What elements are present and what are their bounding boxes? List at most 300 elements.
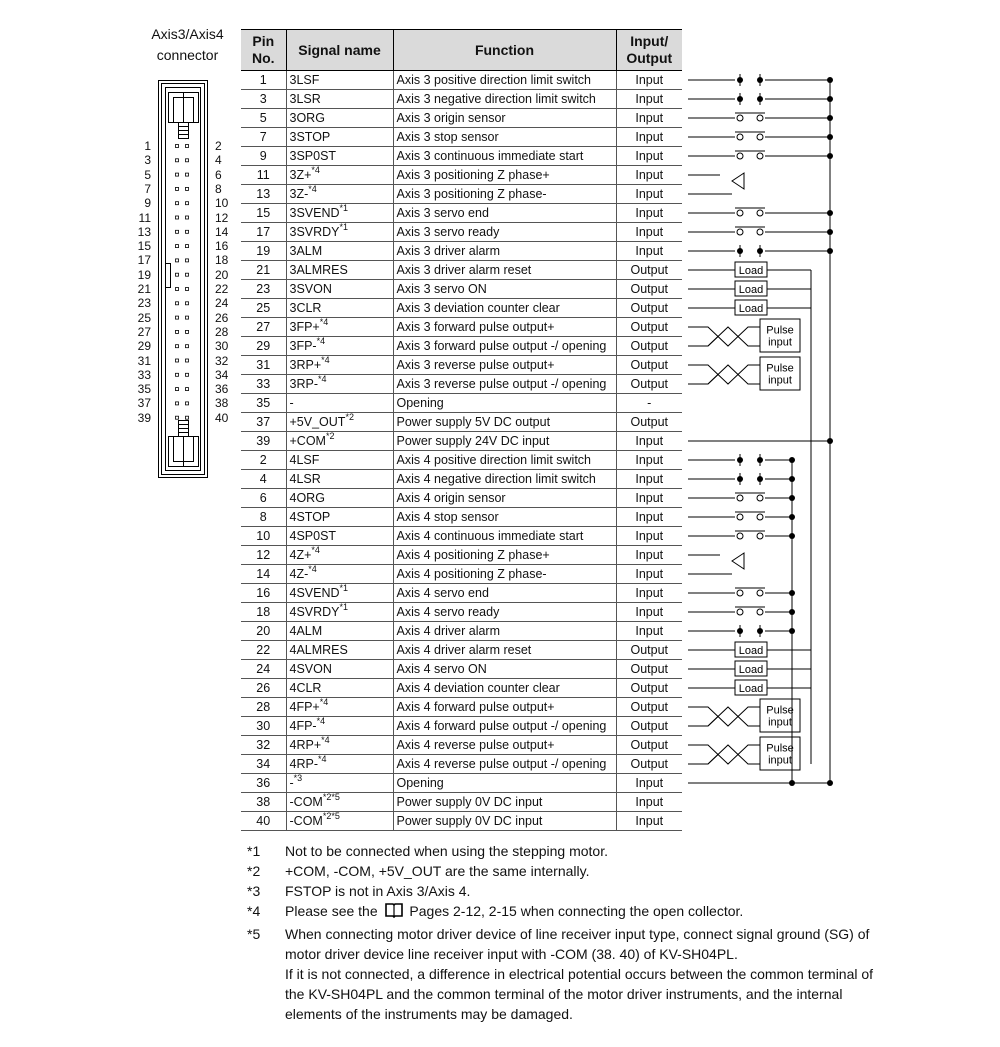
signal-name-cell bbox=[286, 223, 393, 242]
connector-pin-number: 28 bbox=[215, 324, 229, 339]
signal-name: 4SP0ST bbox=[289, 529, 337, 543]
signal-name-cell bbox=[286, 812, 393, 831]
function-cell: Axis 3 servo end bbox=[393, 204, 616, 223]
connector-pin-number: 30 bbox=[215, 339, 229, 354]
signal-name: +5V_OUT bbox=[289, 415, 346, 429]
signal-name-cell bbox=[286, 413, 393, 432]
table-row bbox=[241, 90, 682, 109]
pin-number-cell: 13 bbox=[241, 185, 286, 204]
table-row bbox=[241, 204, 682, 223]
connector-pin-hole bbox=[176, 302, 179, 305]
connector-pin-hole bbox=[186, 202, 189, 205]
pin-number-cell: 16 bbox=[241, 584, 286, 603]
function-cell: Axis 4 negative direction limit switch bbox=[393, 470, 616, 489]
signal-footnote-ref: *2*5 bbox=[322, 792, 340, 802]
connector-pin-hole bbox=[186, 359, 189, 362]
io-cell: Output bbox=[616, 413, 682, 432]
table-row bbox=[241, 508, 682, 527]
footnote bbox=[247, 861, 887, 881]
signal-name: 4LSF bbox=[289, 453, 320, 467]
table-row bbox=[241, 812, 682, 831]
function-cell: Axis 3 negative direction limit switch bbox=[393, 90, 616, 109]
signal-name: 4Z+ bbox=[289, 548, 312, 562]
io-cell: Input bbox=[616, 546, 682, 565]
io-cell: Output bbox=[616, 717, 682, 736]
connector-pin-hole bbox=[176, 345, 179, 348]
connector-pin-number: 40 bbox=[215, 410, 229, 425]
signal-name-cell bbox=[286, 470, 393, 489]
io-cell: Input bbox=[616, 451, 682, 470]
table-row bbox=[241, 546, 682, 565]
signal-name: 4Z- bbox=[289, 567, 309, 581]
connector-pin-hole bbox=[176, 359, 179, 362]
connector-pin-number: 5 bbox=[144, 167, 151, 182]
pin-number-cell: 38 bbox=[241, 793, 286, 812]
connector-pin-number: 4 bbox=[215, 153, 222, 168]
table-row bbox=[241, 128, 682, 147]
twisted-pair-wire bbox=[688, 707, 718, 726]
pin-number-cell: 22 bbox=[241, 641, 286, 660]
pin-number-cell: 30 bbox=[241, 717, 286, 736]
connector-pin-hole bbox=[176, 259, 179, 262]
table-header-row bbox=[241, 30, 682, 71]
table-row bbox=[241, 489, 682, 508]
signal-name-cell bbox=[286, 527, 393, 546]
signal-name-cell bbox=[286, 71, 393, 90]
function-cell: Axis 3 deviation counter clear bbox=[393, 299, 616, 318]
connector-pin-number: 17 bbox=[137, 253, 151, 268]
switch-terminal bbox=[737, 210, 743, 216]
io-cell: Input bbox=[616, 242, 682, 261]
function-cell: Opening bbox=[393, 394, 616, 413]
io-cell: Input bbox=[616, 489, 682, 508]
function-cell: Axis 4 stop sensor bbox=[393, 508, 616, 527]
header-input-output: Input/ Output bbox=[616, 30, 682, 71]
connector-pin-number: 20 bbox=[215, 267, 229, 282]
io-cell: Input bbox=[616, 584, 682, 603]
footnote bbox=[247, 841, 887, 861]
signal-footnote-ref: *1 bbox=[339, 583, 349, 593]
connector-pin-number: 38 bbox=[215, 396, 229, 411]
pin-number-cell: 19 bbox=[241, 242, 286, 261]
signal-name-cell bbox=[286, 166, 393, 185]
switch-terminal bbox=[737, 590, 743, 596]
io-cell: Output bbox=[616, 755, 682, 774]
io-cell: Output bbox=[616, 736, 682, 755]
signal-name: 3LSR bbox=[289, 92, 321, 106]
connector-diagram bbox=[158, 80, 208, 478]
connector-pin-hole bbox=[176, 216, 179, 219]
connector-pin-hole bbox=[176, 230, 179, 233]
function-cell: Axis 4 forward pulse output+ bbox=[393, 698, 616, 717]
signal-footnote-ref: *4 bbox=[308, 184, 317, 194]
switch-terminal bbox=[757, 115, 763, 121]
pin-number-cell: 17 bbox=[241, 223, 286, 242]
signal-name-cell bbox=[286, 299, 393, 318]
twisted-pair-wire bbox=[688, 365, 718, 384]
pulse-input-label: Pulse bbox=[766, 362, 794, 375]
io-cell: Input bbox=[616, 166, 682, 185]
io-cell: Input bbox=[616, 90, 682, 109]
footnote-text: FSTOP is not in Axis 3/Axis 4. bbox=[285, 883, 471, 899]
footnotes bbox=[247, 841, 887, 1024]
pin-number-cell: 9 bbox=[241, 147, 286, 166]
connector-pin-number: 11 bbox=[138, 210, 151, 225]
signal-name-cell bbox=[286, 261, 393, 280]
pin-number-cell: 29 bbox=[241, 337, 286, 356]
signal-name: 3RP- bbox=[289, 377, 318, 391]
function-cell: Axis 4 driver alarm reset bbox=[393, 641, 616, 660]
book-icon bbox=[384, 901, 404, 924]
connector-pin-number: 15 bbox=[137, 239, 151, 254]
connector-pin-number: 21 bbox=[137, 282, 151, 296]
footnote-mark: *2 bbox=[247, 863, 261, 879]
pulse-input-label: input bbox=[768, 754, 792, 767]
signal-name: 3ALMRES bbox=[289, 263, 348, 277]
switch-terminal bbox=[737, 514, 743, 520]
table-row bbox=[241, 660, 682, 679]
twisted-pair-wire bbox=[708, 327, 738, 346]
io-cell: Output bbox=[616, 641, 682, 660]
signal-footnote-ref: *2*5 bbox=[322, 811, 340, 821]
signal-name-cell bbox=[286, 109, 393, 128]
switch-terminal bbox=[737, 495, 743, 501]
io-cell: Output bbox=[616, 375, 682, 394]
signal-name-cell bbox=[286, 394, 393, 413]
signal-name-cell bbox=[286, 280, 393, 299]
switch-terminal bbox=[757, 495, 763, 501]
signal-name-cell bbox=[286, 774, 393, 793]
signal-name: 4SVEND bbox=[289, 586, 340, 600]
connector-pin-hole bbox=[176, 288, 179, 291]
signal-name: 3SVEND bbox=[289, 206, 340, 220]
connector-pin-hole bbox=[186, 273, 189, 276]
pin-number-cell: 40 bbox=[241, 812, 286, 831]
connector-pin-number: 2 bbox=[215, 139, 222, 153]
function-cell: Axis 4 forward pulse output -/ opening bbox=[393, 717, 616, 736]
signal-footnote-ref: *4 bbox=[319, 317, 329, 327]
photo-sensor-icon bbox=[732, 173, 744, 189]
io-cell: Input bbox=[616, 527, 682, 546]
pin-number-cell: 31 bbox=[241, 356, 286, 375]
table-row bbox=[241, 755, 682, 774]
table-row bbox=[241, 584, 682, 603]
function-cell: Axis 4 driver alarm bbox=[393, 622, 616, 641]
connector-title bbox=[130, 24, 245, 66]
signal-name: - bbox=[289, 776, 294, 790]
function-cell: Axis 4 servo ready bbox=[393, 603, 616, 622]
twisted-pair-wire bbox=[688, 327, 718, 346]
switch-terminal bbox=[757, 533, 763, 539]
connector-pin-number: 13 bbox=[137, 224, 151, 239]
io-cell: Output bbox=[616, 261, 682, 280]
function-cell: Axis 4 positioning Z phase+ bbox=[393, 546, 616, 565]
function-cell: Axis 3 forward pulse output+ bbox=[393, 318, 616, 337]
load-label: Load bbox=[738, 645, 764, 657]
signal-name: 4SVON bbox=[289, 662, 332, 676]
table-row bbox=[241, 413, 682, 432]
signal-name: 3STOP bbox=[289, 130, 331, 144]
function-cell: Power supply 5V DC output bbox=[393, 413, 616, 432]
signal-name: 4LSR bbox=[289, 472, 321, 486]
connector-pin-hole bbox=[176, 416, 179, 419]
signal-name-cell bbox=[286, 204, 393, 223]
footnote-text: Not to be connected when using the stepping motor. bbox=[285, 843, 608, 859]
pin-number-cell: 35 bbox=[241, 394, 286, 413]
switch-terminal bbox=[757, 210, 763, 216]
footnote bbox=[247, 881, 887, 901]
io-cell: Input bbox=[616, 185, 682, 204]
connector-pin-number: 7 bbox=[144, 181, 151, 196]
twisted-pair-wire bbox=[738, 365, 760, 384]
function-cell: Power supply 0V DC input bbox=[393, 793, 616, 812]
signal-footnote-ref: *1 bbox=[339, 602, 349, 612]
footnote-mark: *4 bbox=[247, 903, 261, 919]
function-cell: Axis 4 positioning Z phase- bbox=[393, 565, 616, 584]
connector-pin-hole bbox=[176, 202, 179, 205]
signal-name: 3SVRDY bbox=[289, 225, 340, 239]
table-row bbox=[241, 71, 682, 90]
connector-pin-hole bbox=[186, 259, 189, 262]
connector-pin-hole bbox=[176, 273, 179, 276]
pulse-input-label: Pulse bbox=[766, 742, 794, 755]
table-row bbox=[241, 698, 682, 717]
connector-pin-hole bbox=[186, 145, 189, 148]
table-row bbox=[241, 679, 682, 698]
footnote-text: Please see the Pages 2-12, 2-15 when connecting the open collector. bbox=[285, 901, 887, 924]
io-cell: - bbox=[616, 394, 682, 413]
signal-name-cell bbox=[286, 90, 393, 109]
table-row bbox=[241, 717, 682, 736]
connector-pin-hole bbox=[176, 173, 179, 176]
connector-pin-number: 14 bbox=[215, 224, 229, 239]
signal-name: -COM bbox=[289, 795, 323, 809]
signal-footnote-ref: *2 bbox=[345, 412, 354, 422]
io-cell: Output bbox=[616, 698, 682, 717]
switch-terminal bbox=[737, 533, 743, 539]
footnote-mark: *3 bbox=[247, 883, 261, 899]
switch-terminal bbox=[737, 115, 743, 121]
pin-number-cell: 10 bbox=[241, 527, 286, 546]
signal-name: 4FP- bbox=[289, 719, 317, 733]
connector-pin-number: 8 bbox=[215, 181, 222, 196]
connector-pin-number: 35 bbox=[137, 382, 151, 397]
function-cell: Axis 4 positive direction limit switch bbox=[393, 451, 616, 470]
table-row bbox=[241, 166, 682, 185]
connector-pin-number: 24 bbox=[215, 296, 229, 311]
table-row bbox=[241, 375, 682, 394]
pin-number-cell: 25 bbox=[241, 299, 286, 318]
signal-name: 3SP0ST bbox=[289, 149, 337, 163]
connector-pin-number: 9 bbox=[144, 196, 151, 211]
pin-number-cell: 28 bbox=[241, 698, 286, 717]
table-row bbox=[241, 185, 682, 204]
connector-pin-number: 34 bbox=[215, 367, 229, 382]
connector-pin-hole bbox=[176, 159, 179, 162]
signal-name-cell bbox=[286, 375, 393, 394]
function-cell: Axis 4 servo ON bbox=[393, 660, 616, 679]
footnote bbox=[247, 924, 887, 1024]
pin-number-cell: 26 bbox=[241, 679, 286, 698]
switch-terminal bbox=[757, 153, 763, 159]
connector-pin-number: 33 bbox=[137, 367, 151, 382]
twisted-pair-wire bbox=[708, 365, 738, 384]
signal-name: 3ORG bbox=[289, 111, 325, 125]
signal-name: 3SVON bbox=[289, 282, 332, 296]
pin-number-cell: 15 bbox=[241, 204, 286, 223]
table-row bbox=[241, 394, 682, 413]
signal-footnote-ref: *4 bbox=[319, 697, 329, 707]
switch-terminal bbox=[737, 134, 743, 140]
switch-terminal bbox=[737, 609, 743, 615]
connector-pin-number: 6 bbox=[215, 167, 222, 182]
connector-pin-hole bbox=[176, 330, 179, 333]
signal-name: - bbox=[289, 396, 294, 410]
signal-footnote-ref: *4 bbox=[316, 716, 326, 726]
signal-name: 3FP- bbox=[289, 339, 317, 353]
signal-name-cell bbox=[286, 565, 393, 584]
signal-name-cell bbox=[286, 755, 393, 774]
footnote-text: +COM, -COM, +5V_OUT are the same internally. bbox=[285, 863, 590, 879]
signal-footnote-ref: *4 bbox=[311, 545, 320, 555]
table-row bbox=[241, 109, 682, 128]
header-function: Function bbox=[393, 30, 616, 71]
signal-footnote-ref: *4 bbox=[321, 735, 330, 745]
pulse-input-label: input bbox=[768, 716, 792, 729]
table-row bbox=[241, 280, 682, 299]
twisted-pair-wire bbox=[688, 745, 718, 764]
pin-number-cell: 27 bbox=[241, 318, 286, 337]
signal-name: 3CLR bbox=[289, 301, 322, 315]
signal-name-cell bbox=[286, 641, 393, 660]
connector-pin-hole bbox=[186, 330, 189, 333]
pin-number-cell: 5 bbox=[241, 109, 286, 128]
pin-number-cell: 2 bbox=[241, 451, 286, 470]
io-cell: Input bbox=[616, 128, 682, 147]
connector-pin-number: 18 bbox=[215, 253, 229, 268]
signal-name-cell bbox=[286, 185, 393, 204]
connector-pin-number: 26 bbox=[215, 310, 229, 325]
load-label: Load bbox=[738, 284, 764, 296]
table-row bbox=[241, 565, 682, 584]
connector-pin-number: 32 bbox=[215, 353, 229, 368]
pin-number-cell: 11 bbox=[241, 166, 286, 185]
pin-number-cell: 14 bbox=[241, 565, 286, 584]
function-cell: Axis 4 origin sensor bbox=[393, 489, 616, 508]
switch-terminal bbox=[757, 134, 763, 140]
connector-pin-hole bbox=[176, 145, 179, 148]
signal-name: 4STOP bbox=[289, 510, 331, 524]
table-row bbox=[241, 793, 682, 812]
connector-pin-number: 37 bbox=[137, 396, 151, 411]
table-row bbox=[241, 356, 682, 375]
connector-pin-number: 1 bbox=[144, 139, 151, 153]
signal-name-cell bbox=[286, 508, 393, 527]
pin-number-cell: 21 bbox=[241, 261, 286, 280]
function-cell: Axis 3 servo ON bbox=[393, 280, 616, 299]
io-cell: Input bbox=[616, 622, 682, 641]
signal-footnote-ref: *1 bbox=[339, 203, 349, 213]
pulse-input-label: input bbox=[768, 374, 792, 387]
function-cell: Axis 3 reverse pulse output+ bbox=[393, 356, 616, 375]
connector-pin-hole bbox=[186, 416, 189, 419]
connector-pin-hole bbox=[176, 388, 179, 391]
connector-pin-number: 39 bbox=[137, 410, 151, 425]
connector-pin-hole bbox=[186, 216, 189, 219]
switch-terminal bbox=[737, 153, 743, 159]
function-cell: Axis 4 continuous immediate start bbox=[393, 527, 616, 546]
signal-name: 3FP+ bbox=[289, 320, 320, 334]
table-row bbox=[241, 318, 682, 337]
connector-pin-hole bbox=[176, 373, 179, 376]
connector-pin-hole bbox=[186, 230, 189, 233]
function-cell: Axis 3 stop sensor bbox=[393, 128, 616, 147]
pulse-input-label: Pulse bbox=[766, 704, 794, 717]
signal-name: -COM bbox=[289, 814, 323, 828]
function-cell: Power supply 0V DC input bbox=[393, 812, 616, 831]
signal-name-cell bbox=[286, 128, 393, 147]
signal-name-cell bbox=[286, 698, 393, 717]
connector-pin-number: 36 bbox=[215, 382, 229, 397]
connector-pin-hole bbox=[186, 316, 189, 319]
signal-name: 3RP+ bbox=[289, 358, 322, 372]
signal-name-cell bbox=[286, 603, 393, 622]
table-row bbox=[241, 622, 682, 641]
io-cell: Output bbox=[616, 280, 682, 299]
signal-name: 4RP- bbox=[289, 757, 318, 771]
signal-name-cell bbox=[286, 546, 393, 565]
connector-pin-number: 23 bbox=[137, 296, 151, 311]
connector-pin-number: 22 bbox=[215, 282, 229, 296]
table-row bbox=[241, 337, 682, 356]
signal-name-cell bbox=[286, 432, 393, 451]
function-cell: Axis 3 origin sensor bbox=[393, 109, 616, 128]
io-cell: Output bbox=[616, 679, 682, 698]
function-cell: Axis 3 reverse pulse output -/ opening bbox=[393, 375, 616, 394]
connector-pin-number: 12 bbox=[215, 210, 229, 225]
connector-pin-hole bbox=[176, 402, 179, 405]
table-row bbox=[241, 261, 682, 280]
load-label: Load bbox=[738, 265, 764, 277]
pin-number-cell: 6 bbox=[241, 489, 286, 508]
pin-number-cell: 24 bbox=[241, 660, 286, 679]
connector-pin-number: 25 bbox=[137, 310, 151, 325]
connector-pin-hole bbox=[186, 402, 189, 405]
signal-name-cell bbox=[286, 337, 393, 356]
signal-name: 4ORG bbox=[289, 491, 325, 505]
pin-number-cell: 23 bbox=[241, 280, 286, 299]
connector-pin-hole bbox=[186, 373, 189, 376]
table-row bbox=[241, 451, 682, 470]
twisted-pair-wire bbox=[738, 707, 760, 726]
load-label: Load bbox=[738, 664, 764, 676]
signal-name-cell bbox=[286, 717, 393, 736]
io-cell: Output bbox=[616, 318, 682, 337]
io-cell: Output bbox=[616, 299, 682, 318]
switch-terminal bbox=[757, 609, 763, 615]
connector-pin-hole bbox=[186, 302, 189, 305]
pulse-input-label: input bbox=[768, 336, 792, 349]
header-pin-no: Pin No. bbox=[241, 30, 286, 71]
signal-name: 3Z+ bbox=[289, 168, 312, 182]
signal-name: 4SVRDY bbox=[289, 605, 340, 619]
table-row bbox=[241, 470, 682, 489]
table-row bbox=[241, 641, 682, 660]
function-cell: Axis 4 servo end bbox=[393, 584, 616, 603]
connector-pin-hole bbox=[186, 159, 189, 162]
io-cell: Input bbox=[616, 204, 682, 223]
table-row bbox=[241, 736, 682, 755]
